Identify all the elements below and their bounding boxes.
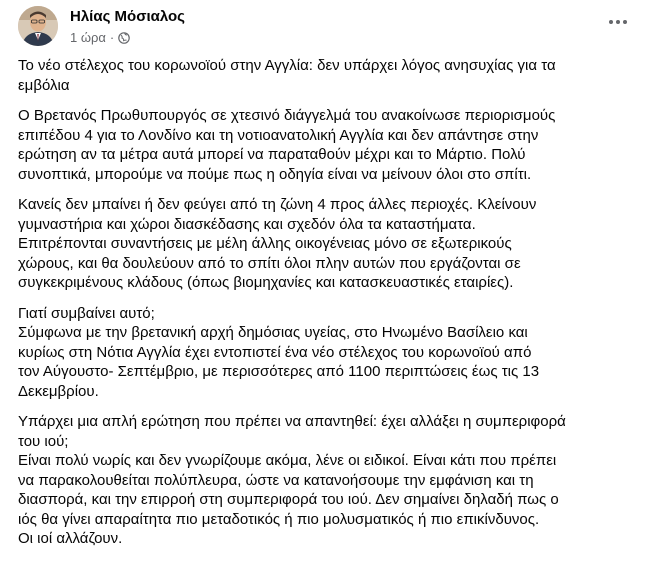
post-text-line: εμβόλια xyxy=(18,76,70,94)
avatar[interactable] xyxy=(18,6,58,46)
post-paragraph xyxy=(18,412,632,549)
post-header xyxy=(18,0,632,56)
post-text-line: Κανείς δεν μπαίνει ή δεν φεύγει από τη ζώνη 4 προς άλλες περιοχές. Κλείνουν xyxy=(18,196,537,213)
post-text-line: συνοπτικά, μπορούμε να πούμε πως η οδηγία είναι να μείνουν όλοι στο σπίτι. xyxy=(18,165,532,183)
post-text-line: Γιατί συμβαίνει αυτό; xyxy=(18,304,155,322)
post-text-line: Δεκεμβρίου. xyxy=(18,382,99,400)
meta-separator: · xyxy=(109,30,115,45)
post-text-line: Σύμφωνα με την βρετανική αρχή δημόσιας υγείας, στο Ηνωμένο Βασίλειο και xyxy=(18,324,528,341)
post-text-line: να παρακολουθείται πολύπλευρα, ώστε να κατανοήσουμε την εμφάνιση και τη xyxy=(18,471,534,489)
post-meta xyxy=(70,30,130,45)
more-options-icon[interactable] xyxy=(604,12,632,32)
post-text-line: Επιτρέπονται συναντήσεις με μέλη άλλης οικογένειας μόνο σε εξωτερικούς xyxy=(18,235,512,252)
post-paragraph xyxy=(18,195,632,293)
post-text-line: Υπάρχει μια απλή ερώτηση που πρέπει να απαντηθεί: έχει αλλάξει η συμπεριφορά xyxy=(18,413,566,430)
post-text-line: χώρους, και θα δουλεύουν από το σπίτι όλοι πλην αυτών που εργάζονται σε xyxy=(18,254,521,272)
post-text xyxy=(18,56,632,549)
author-name[interactable]: Ηλίας Μόσιαλος xyxy=(70,8,185,25)
post-text-line: του ιού; xyxy=(18,432,69,450)
post-text-line: διασπορά, και την επιρροή στη συμπεριφορά του ιού. Δεν σημαίνει δηλαδή πως ο xyxy=(18,491,559,508)
post-text-line: Είναι πολύ νωρίς και δεν γνωρίζουμε ακόμα, λένε οι ειδικοί. Είναι κάτι που πρέπει xyxy=(18,452,557,469)
avatar-image xyxy=(18,6,58,46)
post-text-line: συγκεκριμένους κλάδους (όπως βιομηχανίες και κατασκευαστικές εταιρίες). xyxy=(18,274,514,291)
post-text-line: γυμναστήρια και χώροι διασκέδασης και σχεδόν όλα τα καταστήματα. xyxy=(18,215,476,233)
post-paragraph xyxy=(18,106,632,184)
globe-icon[interactable] xyxy=(118,32,130,44)
post-paragraph xyxy=(18,304,632,402)
post-text-line: Ο Βρετανός Πρωθυπουργός σε χτεσινό διάγγελμά του ανακοίνωσε περιορισμούς xyxy=(18,107,556,124)
post-text-line: ιός θα γίνει απαραίτητα πιο μεταδοτικός ή πιο μολυσματικός ή πιο επικίνδυνος. xyxy=(18,510,540,528)
post-text-line: ερώτηση αν τα μέτρα αυτά μπορεί να παραταθούν μέχρι και το Μάρτιο. Πολύ xyxy=(18,146,526,163)
post-text-line: κυρίως στη Νότια Αγγλία έχει εντοπιστεί ένα νέο στέλεχος του κορωνοϊού από xyxy=(18,343,532,361)
post-paragraph xyxy=(18,56,632,95)
post-text-line: Οι ιοί αλλάζουν. xyxy=(18,530,123,547)
post-text-line: επιπέδου 4 για το Λονδίνο και τη νοτιοανατολική Αγγλία και δεν απάντησε στην xyxy=(18,126,539,144)
post-time[interactable]: 1 ώρα xyxy=(70,30,106,45)
post-text-line: Το νέο στέλεχος του κορωνοϊού στην Αγγλία: δεν υπάρχει λόγος ανησυχίας για τα xyxy=(18,57,556,74)
post-text-line: τον Αύγουστο- Σεπτέμβριο, με περισσότερες από 1100 περιπτώσεις έως τις 13 xyxy=(18,363,540,380)
